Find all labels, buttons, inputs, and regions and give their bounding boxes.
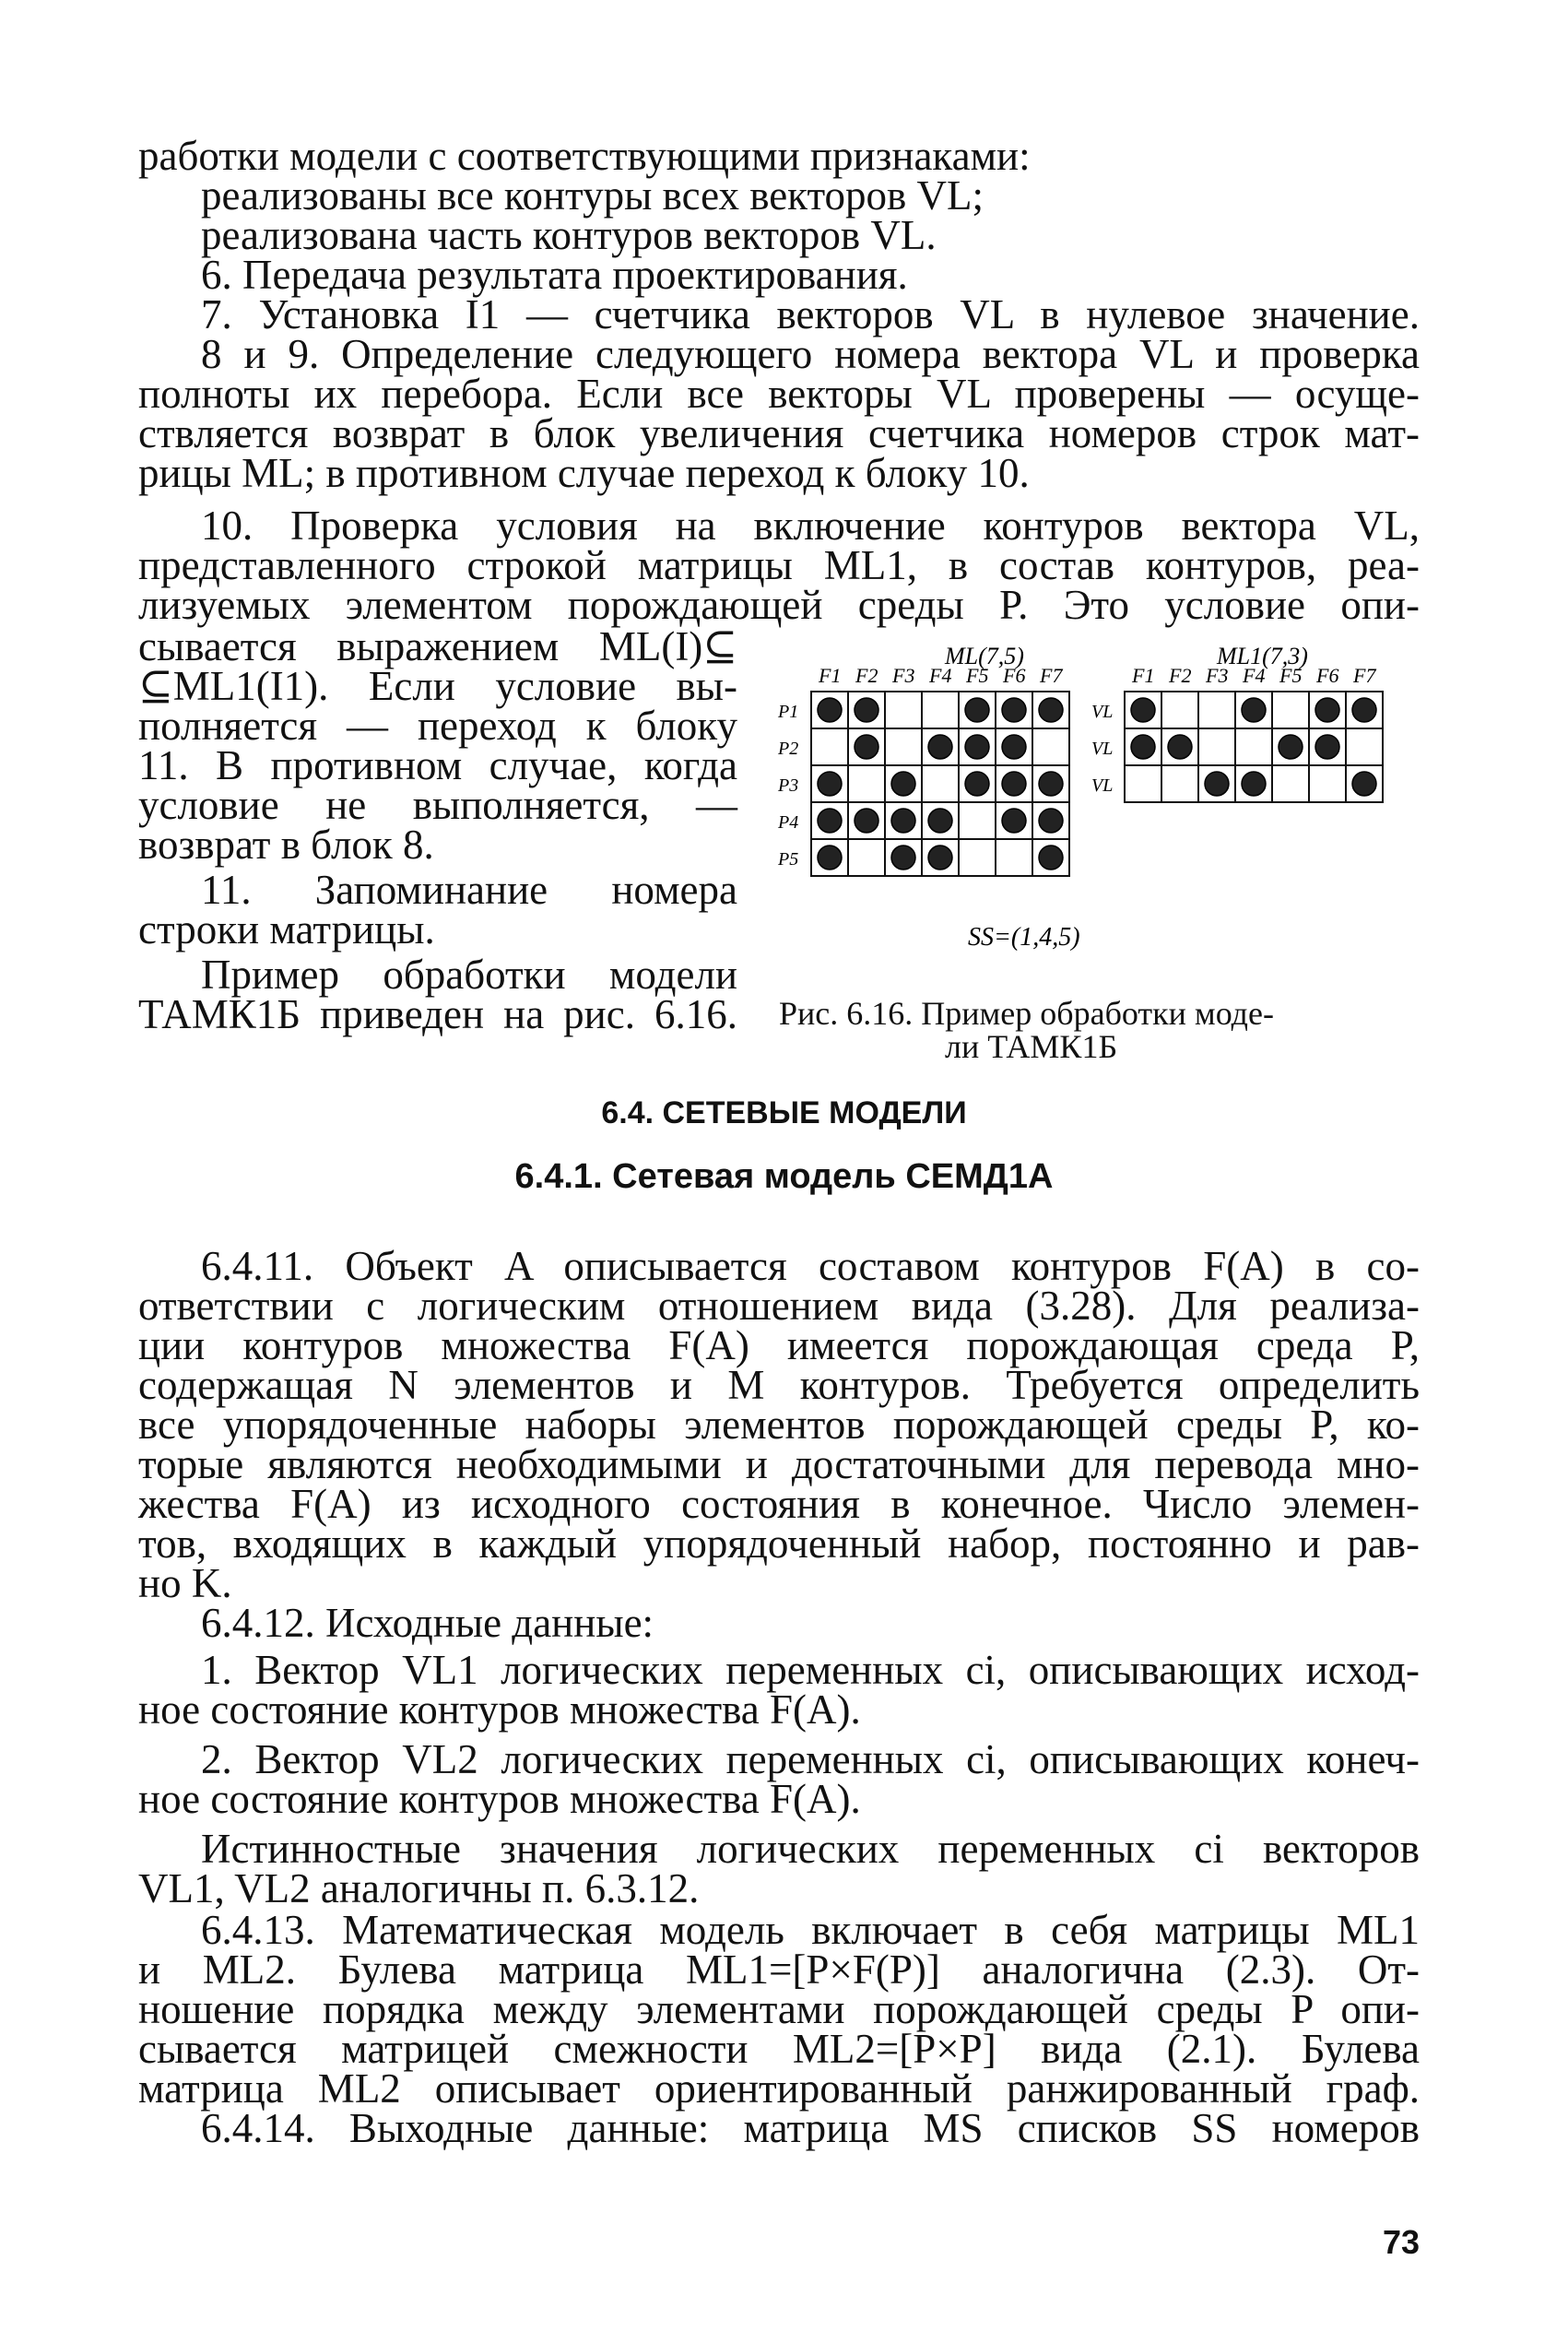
text-line: условие не выполняется, — (138, 782, 737, 828)
text-line: содержащая N элементов и M контуров. Требуется определить (138, 1362, 1420, 1408)
matrix-left-column-label: F5 (966, 664, 989, 687)
matrix-left-dot (1002, 698, 1026, 722)
matrix-right-dot (1352, 698, 1376, 722)
matrix-left-dot (965, 735, 989, 759)
matrix-left-dot (965, 698, 989, 722)
text-line: все упорядоченные наборы элементов порождающей среды P, ко- (138, 1402, 1420, 1448)
matrix-left-dot (1039, 846, 1063, 870)
text-line: VL1, VL2 аналогичны п. 6.3.12. (138, 1865, 700, 1911)
matrix-left-dot (855, 698, 878, 722)
text-line: ции контуров множества F(A) имеется порождающая среда P, (138, 1322, 1420, 1368)
matrix-left-dot (818, 809, 842, 833)
text-line: полняется — переход к блоку (138, 703, 737, 749)
text-line: 6. Передача результата проектирования. (201, 252, 908, 298)
matrix-left-cell (811, 728, 848, 765)
matrix-left-column-label: F7 (1040, 664, 1063, 687)
matrix-right-cell (1125, 765, 1161, 802)
text-line: матрица ML2 описывает ориентированный ранжированный граф. (138, 2065, 1420, 2112)
matrix-left-dot (965, 772, 989, 796)
text-line: Пример обработки модели (201, 952, 737, 998)
text-line: ответствии с логическим отношением вида (3.28). Для реализа- (138, 1283, 1420, 1329)
matrix-right-column-label: F2 (1169, 664, 1192, 687)
matrix-left-row-label: P4 (778, 812, 799, 833)
matrix-left-dot (818, 698, 842, 722)
matrix-left-column-label: F6 (1003, 664, 1026, 687)
matrix-left-dot (928, 809, 952, 833)
matrix-left-cell (922, 692, 959, 728)
matrix-left-cell (922, 765, 959, 802)
matrix-left-dot (891, 809, 915, 833)
matrix-left-label: ML(7,5) (945, 643, 1024, 669)
matrix-right-dot (1242, 698, 1266, 722)
figure-caption-line: Рис. 6.16. Пример обработки моде- (779, 995, 1274, 1032)
matrix-right-row-label: VL (1091, 702, 1114, 722)
matrix-left-row-label: P3 (778, 775, 799, 796)
matrix-right-dot (1242, 772, 1266, 796)
matrix-left-dot (1002, 735, 1026, 759)
matrix-right-cell (1272, 765, 1309, 802)
text-line: но K. (138, 1560, 232, 1606)
matrix-left-dot (891, 772, 915, 796)
matrix-left-column-label: F1 (819, 664, 842, 687)
matrix-left-dot (818, 772, 842, 796)
text-line: 6.4.14. Выходные данные: матрица MS списков SS номеров (201, 2105, 1420, 2151)
matrix-left-dot (1039, 772, 1063, 796)
text-line: 11. В противном случае, когда (138, 742, 737, 788)
matrix-right-dot (1315, 698, 1339, 722)
matrix-left-cell (996, 839, 1032, 876)
matrix-right-column-label: F3 (1206, 664, 1229, 687)
text-line: полноты их перебора. Если все векторы VL проверены — осуще- (138, 371, 1420, 417)
matrix-right-dot (1131, 698, 1155, 722)
text-line: 6.4.13. Математическая модель включает в себя матрицы ML1 (201, 1907, 1420, 1953)
text-line: ⊆ML1(I1). Если условие вы- (138, 663, 737, 709)
matrix-left-cell (959, 839, 996, 876)
matrix-right-cell (1235, 728, 1272, 765)
text-line: возврат в блок 8. (138, 822, 434, 868)
matrix-right-cell (1161, 692, 1198, 728)
text-line: ствляется возврат в блок увеличения счетчика номеров строк мат- (138, 410, 1420, 456)
matrix-left-dot (891, 846, 915, 870)
text-line: 2. Вектор VL2 логических переменных ci, описывающих конеч- (201, 1736, 1420, 1782)
matrix-left-dot (1002, 809, 1026, 833)
matrix-right-column-label: F5 (1279, 664, 1303, 687)
page-number: 73 (1383, 2223, 1421, 2261)
text-line: 6.4.11. Объект A описывается составом контуров F(A) в со- (201, 1243, 1420, 1289)
matrix-right-label: ML1(7,3) (1217, 643, 1308, 669)
text-line: строки матрицы. (138, 906, 435, 953)
matrix-left-dot (855, 735, 878, 759)
matrix-left-column-label: F3 (892, 664, 915, 687)
matrix-left-dot (1039, 698, 1063, 722)
matrix-left-dot (928, 846, 952, 870)
subsection-heading: 6.4.1. Сетевая модель СЕМД1А (514, 1157, 1054, 1196)
matrix-right-row-label: VL (1091, 775, 1114, 796)
text-line: тов, входящих в каждый упорядоченный набор, постоянно и рав- (138, 1520, 1420, 1567)
matrix-right-dot (1352, 772, 1376, 796)
matrix-right-column-label: F7 (1353, 664, 1376, 687)
matrix-left-cell (848, 765, 885, 802)
matrix-right-column-label: F4 (1243, 664, 1266, 687)
matrix-right-cell (1198, 692, 1235, 728)
text-line: Истинностные значения логических переменных ci векторов (201, 1826, 1420, 1872)
result-label: SS=(1,4,5) (968, 923, 1080, 952)
matrix-left-cell (885, 728, 922, 765)
text-line: торые являются необходимыми и достаточными для перевода мно- (138, 1441, 1420, 1487)
matrix-left-dot (928, 735, 952, 759)
matrix-left-dot (818, 846, 842, 870)
text-line: реализована часть контуров векторов VL. (201, 212, 937, 258)
matrix-right-row-label: VL (1091, 739, 1114, 759)
matrix-right-cell (1346, 728, 1383, 765)
matrix-left-dot (1002, 772, 1026, 796)
text-line: ТАМК1Б приведен на рис. 6.16. (138, 991, 737, 1037)
matrix-left-cell (1032, 728, 1069, 765)
section-heading: 6.4. СЕТЕВЫЕ МОДЕЛИ (601, 1095, 967, 1130)
matrix-left-cell (959, 802, 996, 839)
text-line: сывается выражением ML(I)⊆ (138, 623, 737, 669)
figure-caption-line: ли ТАМК1Б (945, 1028, 1118, 1065)
text-line: представленного строкой матрицы ML1, в состав контуров, реа- (138, 542, 1420, 588)
matrix-right-cell (1161, 765, 1198, 802)
matrix-left-cell (885, 692, 922, 728)
matrix-left-column-label: F2 (855, 664, 878, 687)
text-line: рицы ML; в противном случае переход к блоку 10. (138, 450, 1030, 496)
matrix-right-dot (1168, 735, 1192, 759)
matrix-right-dot (1131, 735, 1155, 759)
text-line: работки модели с соответствующими признаками: (138, 133, 1031, 179)
text-line: ношение порядка между элементами порождающей среды P опи- (138, 1986, 1420, 2032)
matrix-left-row-label: P2 (778, 739, 799, 759)
matrix-right-cell (1272, 692, 1309, 728)
matrix-right-cell (1198, 728, 1235, 765)
text-line: 11. Запоминание номера (201, 867, 737, 913)
text-line: ное состояние контуров множества F(A). (138, 1776, 861, 1822)
matrix-right-dot (1205, 772, 1229, 796)
matrix-left-dot (1039, 809, 1063, 833)
text-line: и ML2. Булева матрица ML1=[P×F(P)] аналогична (2.3). От- (138, 1946, 1420, 1993)
matrix-right-cell (1309, 765, 1346, 802)
matrix-right-column-label: F6 (1316, 664, 1339, 687)
matrix-right-dot (1315, 735, 1339, 759)
matrix-left-row-label: P1 (778, 702, 799, 722)
text-line: 8 и 9. Определение следующего номера вектора VL и проверка (201, 331, 1420, 377)
matrix-left-dot (855, 809, 878, 833)
matrix-left-cell (848, 839, 885, 876)
matrix-right-dot (1279, 735, 1303, 759)
text-line: лизуемых элементом порождающей среды P. Это условие опи- (138, 582, 1420, 628)
text-line: ное состояние контуров множества F(A). (138, 1686, 861, 1733)
text-line: сывается матрицей смежности ML2=[P×P] вида (2.1). Булева (138, 2026, 1420, 2072)
figure-6-16 (774, 636, 1420, 968)
text-line: реализованы все контуры всех векторов VL; (201, 172, 984, 219)
text-line: 10. Проверка условия на включение контуров вектора VL, (201, 503, 1420, 549)
text-line: 7. Установка I1 — счетчика векторов VL в нулевое значение. (201, 291, 1420, 337)
text-line: 1. Вектор VL1 логических переменных ci, описывающих исход- (201, 1647, 1420, 1693)
text-line: 6.4.12. Исходные данные: (201, 1600, 654, 1646)
matrix-left-column-label: F4 (929, 664, 952, 687)
text-line: жества F(A) из исходного состояния в конечное. Число элемен- (138, 1481, 1420, 1527)
matrix-left-row-label: P5 (778, 849, 799, 870)
matrix-right-column-label: F1 (1132, 664, 1155, 687)
